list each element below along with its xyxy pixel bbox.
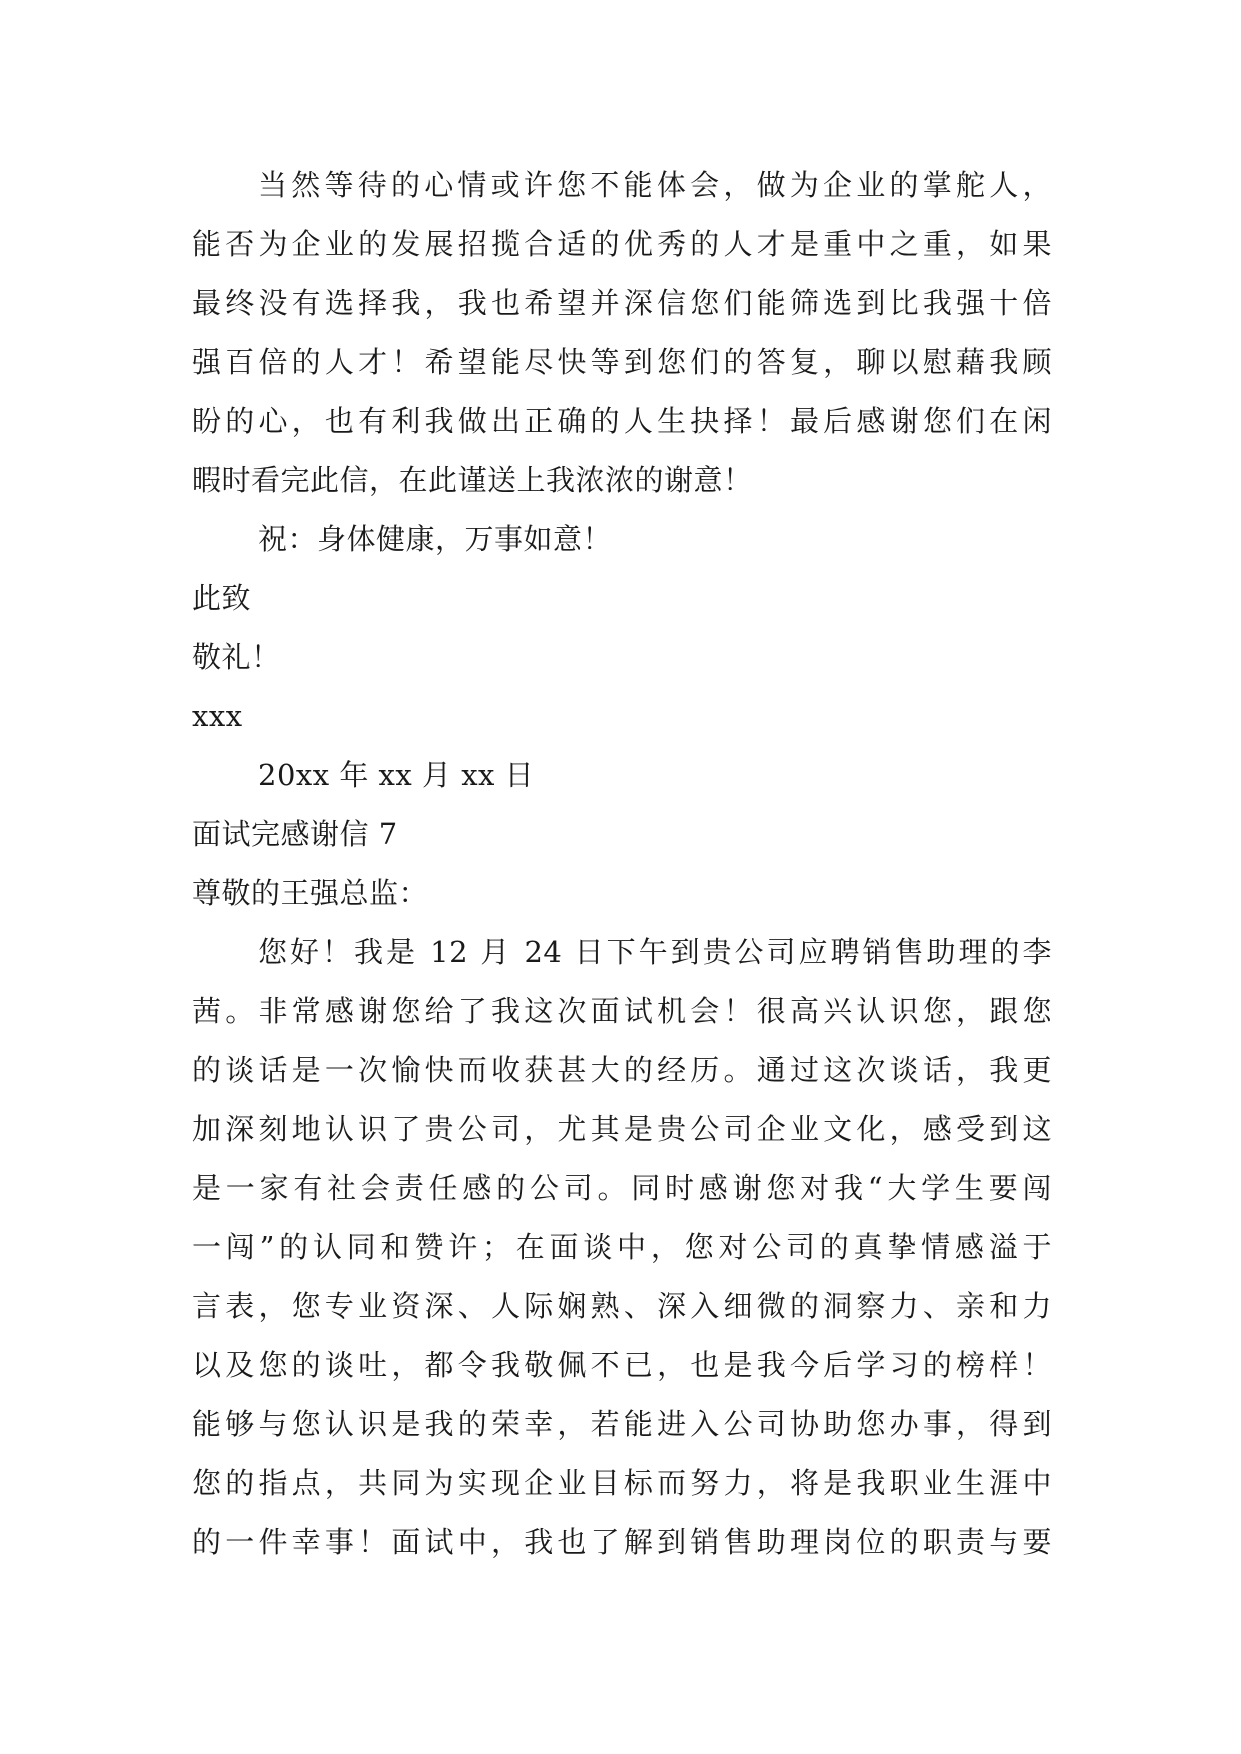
closing-line: 敬礼！ [192, 640, 281, 674]
paragraph-line: 的谈话是一次愉快而收获甚大的经历。通过这次谈话，我更 [192, 1053, 1052, 1087]
paragraph-line: 暇时看完此信，在此谨送上我浓浓的谢意！ [192, 463, 753, 497]
paragraph-line: 的一件幸事！面试中，我也了解到销售助理岗位的职责与要 [192, 1525, 1052, 1559]
paragraph-line: 以及您的谈吐，都令我敬佩不已，也是我今后学习的榜样！ [192, 1348, 1052, 1382]
paragraph-line: 强百倍的人才！希望能尽快等到您们的答复，聊以慰藉我顾 [192, 345, 1052, 379]
paragraph-line: 最终没有选择我，我也希望并深信您们能筛选到比我强十倍 [192, 286, 1052, 320]
letter-title: 面试完感谢信 7 [192, 817, 398, 851]
salutation: 尊敬的王强总监： [192, 876, 429, 910]
paragraph-line: 能否为企业的发展招揽合适的优秀的人才是重中之重，如果 [192, 227, 1052, 261]
date-line: 20xx 年 xx 月 xx 日 [258, 758, 535, 792]
closing-line: 此致 [192, 581, 252, 615]
paragraph-line: 您好！我是 12 月 24 日下午到贵公司应聘销售助理的李 [258, 935, 1052, 969]
paragraph-line: 您的指点，共同为实现企业目标而努力，将是我职业生涯中 [192, 1466, 1052, 1500]
paragraph-line: 是一家有社会责任感的公司。同时感谢您对我“大学生要闯 [192, 1171, 1052, 1205]
wish-line: 祝：身体健康，万事如意！ [258, 522, 613, 556]
paragraph-line: 能够与您认识是我的荣幸，若能进入公司协助您办事，得到 [192, 1407, 1052, 1441]
paragraph-line: 茜。非常感谢您给了我这次面试机会！很高兴认识您，跟您 [192, 994, 1052, 1028]
paragraph-line: 盼的心，也有利我做出正确的人生抉择！最后感谢您们在闲 [192, 404, 1052, 438]
paragraph-line: 一闯”的认同和赞许；在面谈中，您对公司的真挚情感溢于 [192, 1230, 1052, 1264]
paragraph-line: 加深刻地认识了贵公司，尤其是贵公司企业文化，感受到这 [192, 1112, 1052, 1146]
paragraph-line: 当然等待的心情或许您不能体会，做为企业的掌舵人， [258, 168, 1052, 202]
signature: xxx [192, 699, 243, 733]
paragraph-line: 言表，您专业资深、人际娴熟、深入细微的洞察力、亲和力 [192, 1289, 1052, 1323]
